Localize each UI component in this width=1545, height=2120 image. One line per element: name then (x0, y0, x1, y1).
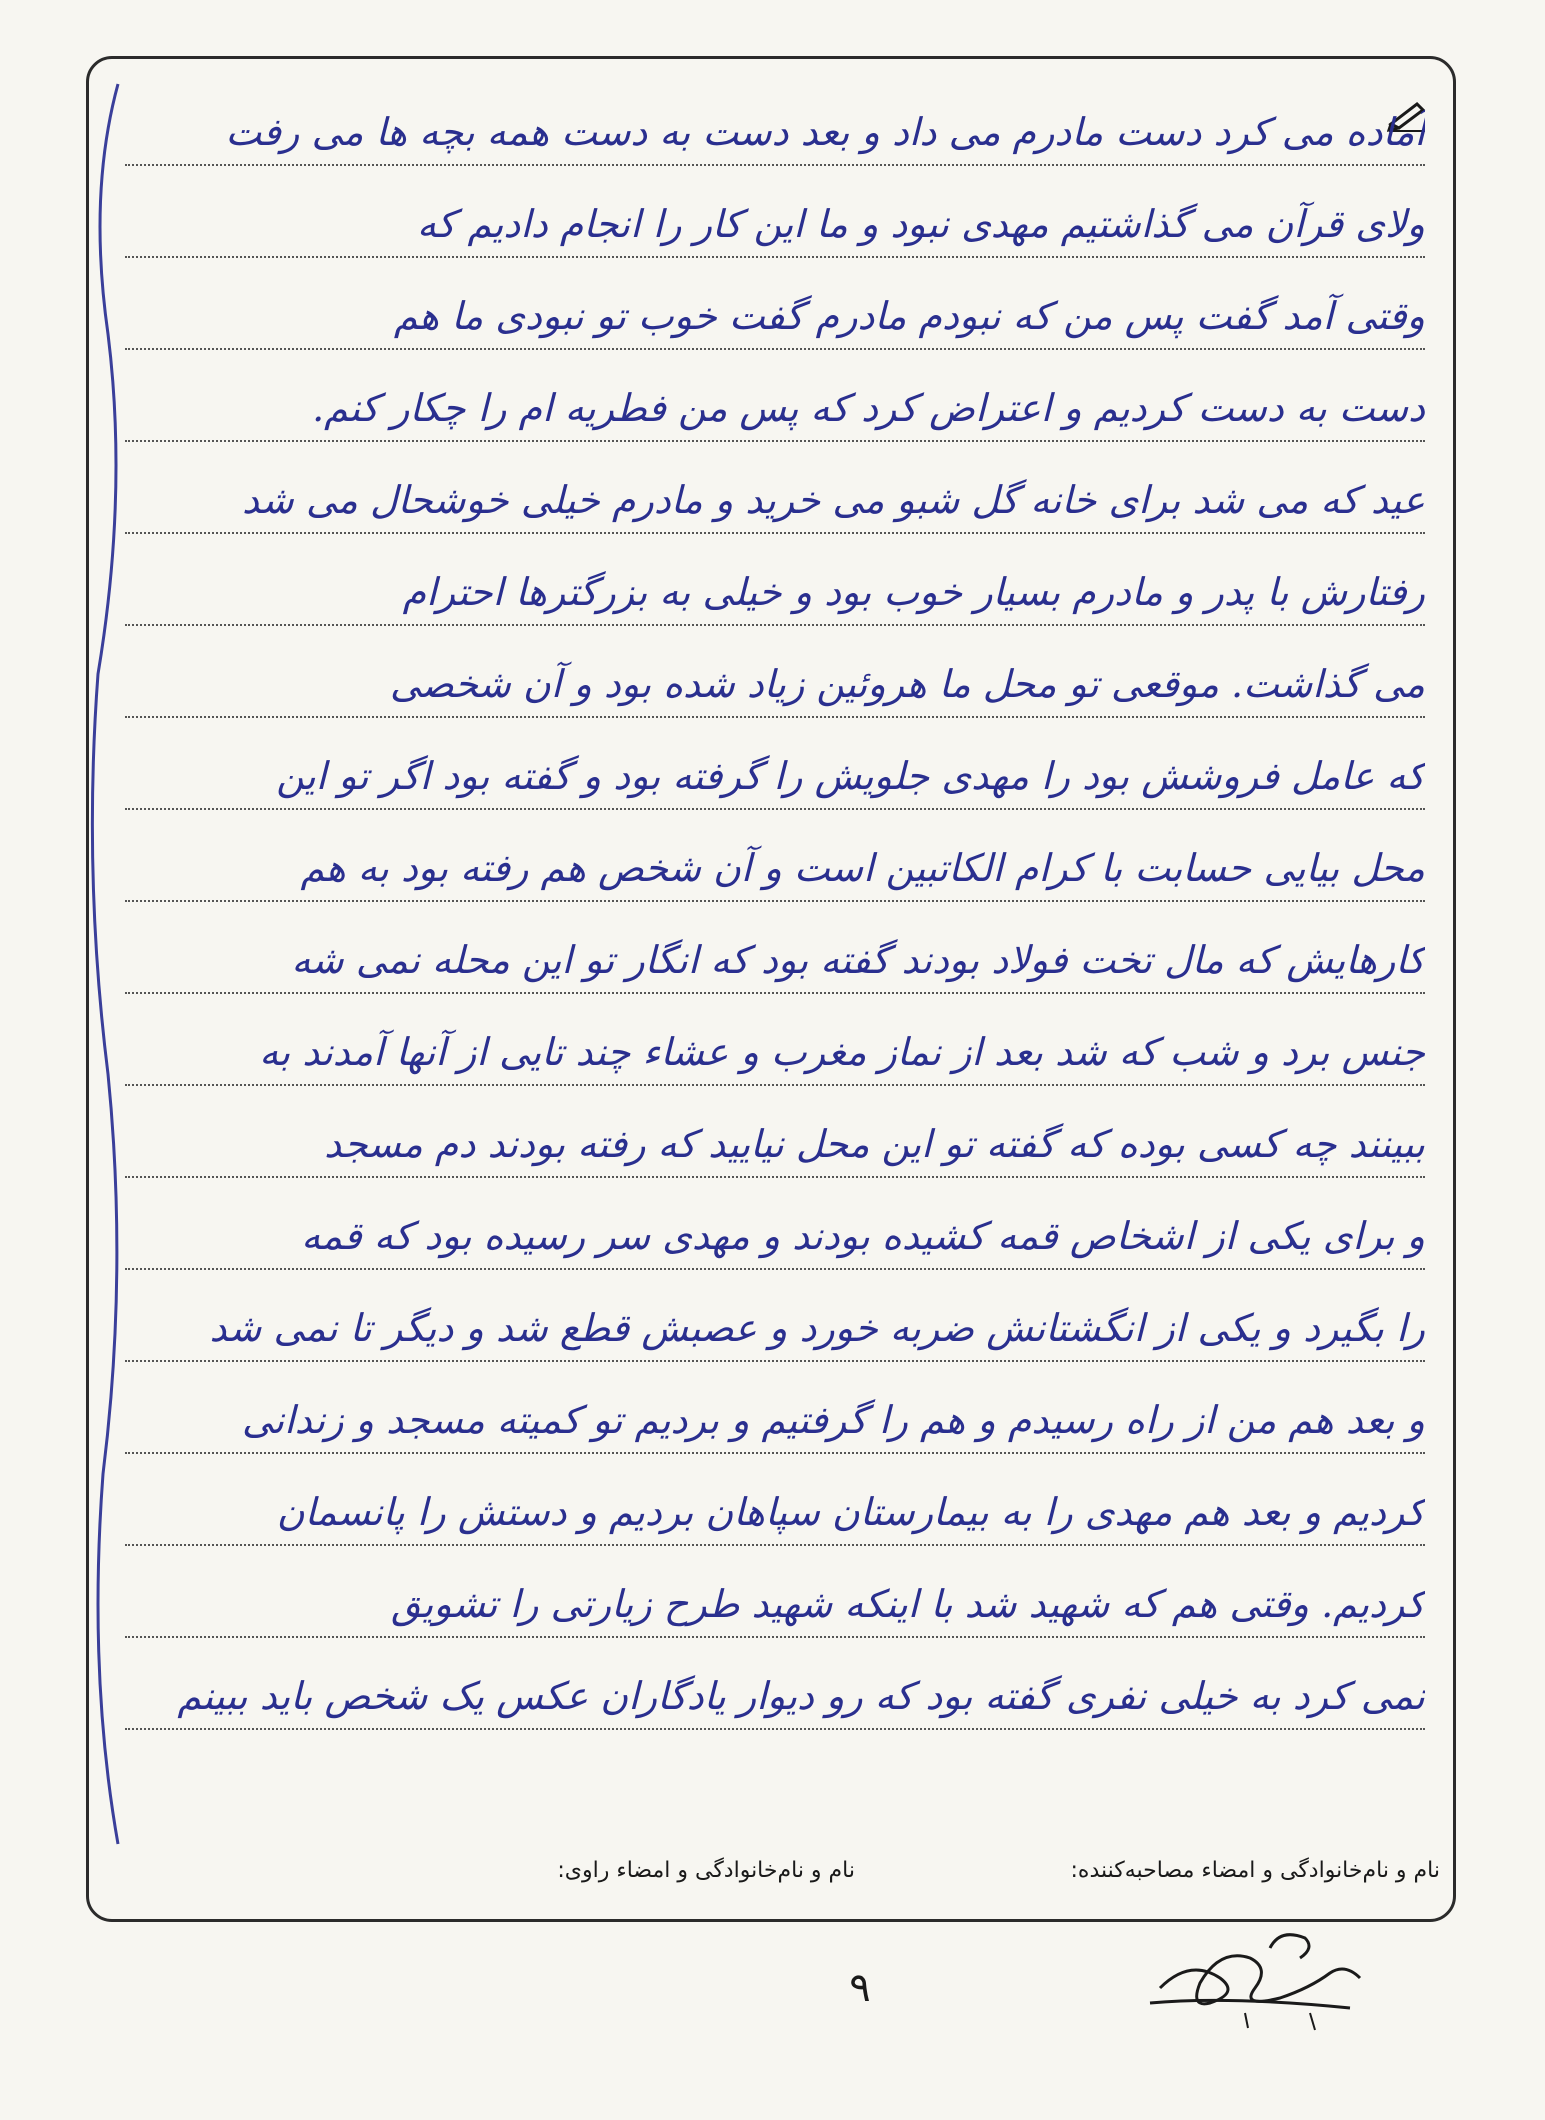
text-line (125, 630, 1425, 718)
text-line (125, 262, 1425, 350)
text-line (125, 722, 1425, 810)
text-line (125, 814, 1425, 902)
line-text: ببینند چه کسی بوده که گفته تو این محل نیایید که رفته بودند دم مسجد (324, 1122, 1425, 1166)
line-text: نمی کرد به خیلی نفری گفته بود که رو دیوار یادگاران عکس یک شخص باید ببینم (177, 1674, 1425, 1718)
handwritten-lines (125, 78, 1425, 1838)
text-line (125, 1090, 1425, 1178)
text-line (125, 1642, 1425, 1730)
line-text: کارهایش که مال تخت فولاد بودند گفته بود که انگار تو این محله نمی شه (291, 938, 1425, 982)
text-line (125, 1182, 1425, 1270)
line-text: کردیم. وقتی هم که شهید شد با اینکه شهید طرح زیارتی را تشویق (391, 1582, 1425, 1626)
text-line (125, 446, 1425, 534)
interviewer-signature-label: نام و نام‌خانوادگی و امضاء مصاحبه‌کننده: (1070, 1858, 1440, 1883)
text-line (125, 354, 1425, 442)
text-line (125, 78, 1425, 166)
line-text: وقتی آمد گفت پس من که نبودم مادرم گفت خوب تو نبودی ما هم (393, 294, 1425, 338)
text-line (125, 170, 1425, 258)
line-text: را بگیرد و یکی از انگشتانش ضربه خورد و عصبش قطع شد و دیگر تا نمی شد (209, 1306, 1425, 1350)
signature-image (1130, 1918, 1380, 2038)
text-line (125, 1458, 1425, 1546)
line-text: کردیم و بعد هم مهدی را به بیمارستان سپاهان بردیم و دستش را پانسمان (276, 1490, 1425, 1534)
line-text: عید که می شد برای خانه گل شبو می خرید و مادرم خیلی خوشحال می شد (241, 478, 1425, 522)
text-line (125, 1550, 1425, 1638)
page-number: ۹ (849, 1965, 871, 2011)
line-text: جنس برد و شب که شد بعد از نماز مغرب و عشاء چند تایی از آنها آمدند به (259, 1030, 1425, 1074)
line-text: آماده می کرد دست مادرم می داد و بعد دست به دست همه بچه ها می رفت (225, 110, 1425, 154)
line-text: و بعد هم من از راه رسیدم و هم را گرفتیم و بردیم تو کمیته مسجد و زندانی (241, 1398, 1425, 1442)
text-line (125, 998, 1425, 1086)
line-text: می گذاشت. موقعی تو محل ما هروئین زیاد شده بود و آن شخصی (389, 662, 1425, 706)
line-text: محل بیایی حسابت با کرام الکاتبین است و آن شخص هم رفته بود به هم (300, 846, 1425, 890)
text-line (125, 906, 1425, 994)
line-text: ولای قرآن می گذاشتیم مهدی نبود و ما این کار را انجام دادیم که (416, 202, 1425, 246)
line-text: که عامل فروشش بود را مهدی جلویش را گرفته بود و گفته بود اگر تو این (276, 754, 1425, 798)
text-line (125, 1274, 1425, 1362)
text-line (125, 1366, 1425, 1454)
line-text: رفتارش با پدر و مادرم بسیار خوب بود و خیلی به بزرگترها احترام (402, 570, 1425, 614)
footer-labels (110, 1858, 1440, 1902)
line-text: و برای یکی از اشخاص قمه کشیده بودند و مهدی سر رسیده بود که قمه (301, 1214, 1425, 1258)
narrator-signature-label: نام و نام‌خانوادگی و امضاء راوی: (557, 1858, 855, 1883)
line-text: دست به دست کردیم و اعتراض کرد که پس من فطریه ام را چکار کنم. (312, 386, 1425, 430)
text-line (125, 538, 1425, 626)
